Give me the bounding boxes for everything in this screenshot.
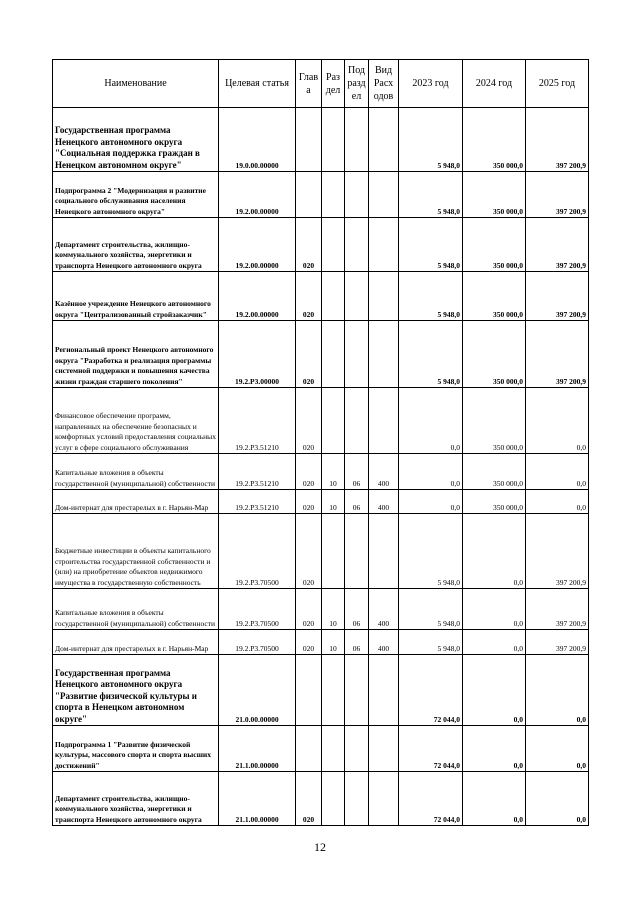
row-target-article: 19.2.Р3.51210: [219, 490, 296, 514]
row-expense-type: [369, 655, 399, 726]
header-subsection: Под разд ел: [345, 60, 369, 108]
row-chapter: 020: [296, 490, 322, 514]
row-value-2023: 5 948,0: [399, 321, 463, 388]
row-chapter: 020: [296, 514, 322, 589]
row-subsection: [345, 514, 369, 589]
row-name: Дом-интернат для престарелых в г. Нарьян-Мар: [53, 630, 219, 655]
row-subsection: [345, 272, 369, 321]
row-value-2023: 5 948,0: [399, 272, 463, 321]
table-row: [53, 514, 589, 589]
row-value-2024: 350 000,0: [463, 218, 526, 272]
row-name: Бюджетные инвестиции в объекты капитального строительства государственной собственности и (или) на приобретение объектов недвижимого имущества в государственную собственность: [53, 514, 219, 589]
row-subsection: [345, 388, 369, 454]
table-row: [53, 490, 589, 514]
row-chapter: 020: [296, 321, 322, 388]
row-subsection: [345, 172, 369, 218]
row-section: [322, 218, 345, 272]
row-expense-type: [369, 272, 399, 321]
row-target-article: 19.2.Р3.70500: [219, 514, 296, 589]
row-subsection: 06: [345, 589, 369, 630]
row-section: 10: [322, 490, 345, 514]
page-number: 12: [314, 840, 326, 854]
row-name: Дом-интернат для престарелых в г. Нарьян-Мар: [53, 490, 219, 514]
row-value-2024: 350 000,0: [463, 272, 526, 321]
table-row: [53, 172, 589, 218]
row-section: [322, 726, 345, 772]
row-expense-type: [369, 108, 399, 172]
row-section: [322, 655, 345, 726]
row-name: Государственная программа Ненецкого автономного округа "Социальная поддержка граждан в Ненецком автономном округе": [53, 108, 219, 172]
row-value-2025: 0,0: [526, 726, 589, 772]
row-name: Департамент строительства, жилищно-коммунального хозяйства, энергетики и транспорта Ненецкого автономного округа: [53, 218, 219, 272]
row-expense-type: [369, 514, 399, 589]
row-subsection: [345, 108, 369, 172]
row-chapter: [296, 108, 322, 172]
row-chapter: [296, 172, 322, 218]
header-year-2024: 2024 год: [463, 60, 526, 108]
row-target-article: 19.2.Р3.51210: [219, 454, 296, 490]
row-value-2024: 0,0: [463, 655, 526, 726]
row-value-2023: 0,0: [399, 454, 463, 490]
row-chapter: 020: [296, 272, 322, 321]
row-target-article: 19.2.Р3.51210: [219, 388, 296, 454]
row-expense-type: [369, 388, 399, 454]
row-subsection: [345, 655, 369, 726]
row-value-2024: 0,0: [463, 589, 526, 630]
row-section: 10: [322, 454, 345, 490]
row-section: [322, 172, 345, 218]
row-chapter: 020: [296, 589, 322, 630]
row-subsection: [345, 321, 369, 388]
row-section: [322, 772, 345, 826]
row-chapter: [296, 655, 322, 726]
row-value-2024: 350 000,0: [463, 490, 526, 514]
table-row: [53, 772, 589, 826]
row-value-2025: 397 200,9: [526, 218, 589, 272]
row-name: Региональный проект Ненецкого автономного округа "Разработка и реализация программы системной поддержки и повышения качества жизни граждан старшего поколения": [53, 321, 219, 388]
row-name: Подпрограмма 2 "Модернизация и развитие социального обслуживания населения Ненецкого автономного округа": [53, 172, 219, 218]
table-row: [53, 655, 589, 726]
row-name: Государственная программа Ненецкого автономного округа "Развитие физической культуры и спорта в Ненецком автономном округе": [53, 655, 219, 726]
row-target-article: 19.0.00.00000: [219, 108, 296, 172]
row-expense-type: [369, 172, 399, 218]
row-value-2024: 350 000,0: [463, 172, 526, 218]
row-chapter: 020: [296, 388, 322, 454]
row-value-2024: 350 000,0: [463, 388, 526, 454]
table-row: [53, 321, 589, 388]
row-subsection: [345, 218, 369, 272]
row-subsection: [345, 772, 369, 826]
row-expense-type: 400: [369, 490, 399, 514]
row-value-2023: 5 948,0: [399, 589, 463, 630]
row-section: [322, 108, 345, 172]
table-row: [53, 589, 589, 630]
row-expense-type: 400: [369, 589, 399, 630]
row-value-2023: 72 044,0: [399, 655, 463, 726]
row-name: Казённое учреждение Ненецкого автономного округа "Централизованный стройзаказчик": [53, 272, 219, 321]
row-target-article: 19.2.00.00000: [219, 272, 296, 321]
header-name: Наименование: [53, 60, 219, 108]
row-target-article: 19.2.00.00000: [219, 172, 296, 218]
row-expense-type: [369, 321, 399, 388]
header-year-2025: 2025 год: [526, 60, 589, 108]
row-subsection: 06: [345, 630, 369, 655]
row-value-2025: 397 200,9: [526, 589, 589, 630]
budget-table: [52, 59, 589, 826]
header-expense-type: Вид Расх одов: [369, 60, 399, 108]
row-value-2024: 0,0: [463, 514, 526, 589]
table-row: [53, 454, 589, 490]
row-target-article: 19.2.Р3.70500: [219, 630, 296, 655]
table-row: [53, 272, 589, 321]
row-value-2024: 0,0: [463, 630, 526, 655]
row-section: [322, 272, 345, 321]
row-value-2023: 5 948,0: [399, 172, 463, 218]
row-value-2023: 5 948,0: [399, 630, 463, 655]
table-row: [53, 630, 589, 655]
row-value-2023: 72 044,0: [399, 772, 463, 826]
row-name: Департамент строительства, жилищно-коммунального хозяйства, энергетики и транспорта Ненецкого автономного округа: [53, 772, 219, 826]
row-value-2025: 397 200,9: [526, 172, 589, 218]
table-header-row: [53, 60, 589, 108]
row-chapter: 020: [296, 454, 322, 490]
row-section: 10: [322, 630, 345, 655]
row-value-2024: 350 000,0: [463, 321, 526, 388]
row-name: Подпрограмма 1 "Развитие физической культуры, массового спорта и спорта высших достижений": [53, 726, 219, 772]
row-value-2023: 72 044,0: [399, 726, 463, 772]
row-value-2025: 397 200,9: [526, 514, 589, 589]
table-row: [53, 726, 589, 772]
table-row: [53, 218, 589, 272]
row-value-2024: 0,0: [463, 726, 526, 772]
row-value-2024: 0,0: [463, 772, 526, 826]
row-target-article: 19.2.00.00000: [219, 218, 296, 272]
row-expense-type: 400: [369, 630, 399, 655]
row-value-2025: 397 200,9: [526, 108, 589, 172]
row-section: [322, 388, 345, 454]
row-section: 10: [322, 589, 345, 630]
row-section: [322, 514, 345, 589]
row-value-2023: 5 948,0: [399, 218, 463, 272]
row-expense-type: [369, 218, 399, 272]
header-target-article: Целевая статья: [219, 60, 296, 108]
row-value-2025: 397 200,9: [526, 321, 589, 388]
row-subsection: [345, 726, 369, 772]
row-chapter: [296, 726, 322, 772]
row-target-article: 19.2.Р3.70500: [219, 589, 296, 630]
header-chapter: Глав а: [296, 60, 322, 108]
row-value-2023: 0,0: [399, 490, 463, 514]
row-value-2023: 5 948,0: [399, 514, 463, 589]
row-value-2024: 350 000,0: [463, 454, 526, 490]
row-value-2024: 350 000,0: [463, 108, 526, 172]
row-value-2025: 0,0: [526, 388, 589, 454]
header-year-2023: 2023 год: [399, 60, 463, 108]
row-name: Капитальные вложения в объекты государственной (муниципальной) собственности: [53, 589, 219, 630]
row-chapter: 020: [296, 772, 322, 826]
row-expense-type: [369, 726, 399, 772]
row-target-article: 21.0.00.00000: [219, 655, 296, 726]
table-row: [53, 388, 589, 454]
row-value-2025: 0,0: [526, 490, 589, 514]
row-chapter: 020: [296, 218, 322, 272]
row-target-article: 19.2.Р3.00000: [219, 321, 296, 388]
row-value-2025: 397 200,9: [526, 630, 589, 655]
row-name: Капитальные вложения в объекты государственной (муниципальной) собственности: [53, 454, 219, 490]
row-expense-type: [369, 772, 399, 826]
row-subsection: 06: [345, 490, 369, 514]
row-section: [322, 321, 345, 388]
row-expense-type: 400: [369, 454, 399, 490]
row-value-2025: 0,0: [526, 772, 589, 826]
row-value-2023: 0,0: [399, 388, 463, 454]
row-subsection: 06: [345, 454, 369, 490]
row-value-2023: 5 948,0: [399, 108, 463, 172]
row-name: Финансовое обеспечение программ, направленных на обеспечение безопасных и комфортных условий предоставления социальных услуг в сфере социального обслуживания: [53, 388, 219, 454]
table-row: [53, 108, 589, 172]
row-chapter: 020: [296, 630, 322, 655]
row-value-2025: 397 200,9: [526, 272, 589, 321]
row-target-article: 21.1.00.00000: [219, 726, 296, 772]
header-section: Раз дел: [322, 60, 345, 108]
row-target-article: 21.1.00.00000: [219, 772, 296, 826]
row-value-2025: 0,0: [526, 655, 589, 726]
row-value-2025: 0,0: [526, 454, 589, 490]
